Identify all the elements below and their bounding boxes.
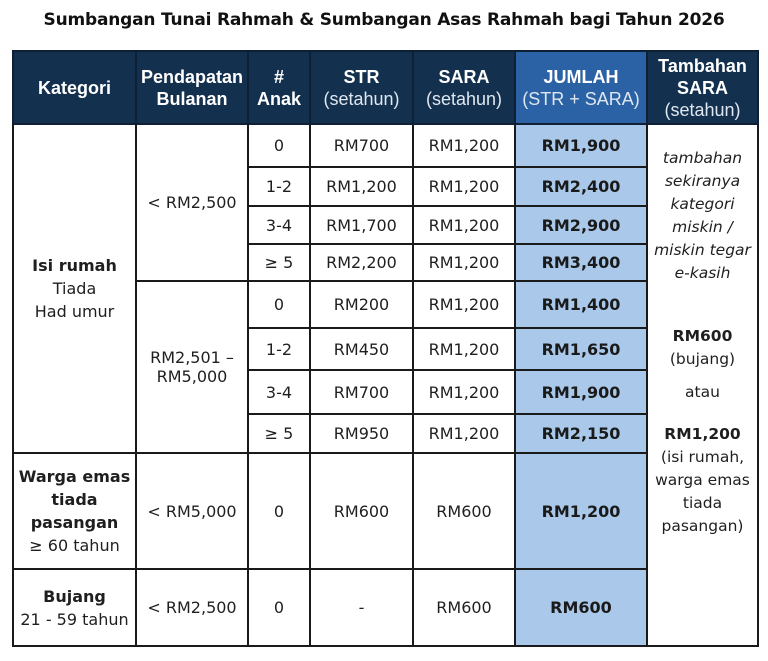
- sara-cell: RM1,200: [413, 281, 515, 328]
- str-cell: -: [310, 569, 413, 646]
- sara-cell: RM600: [413, 453, 515, 569]
- anak-cell: 0: [248, 124, 310, 167]
- category-bujang: Bujang 21 - 59 tahun: [13, 569, 136, 646]
- sara-cell: RM1,200: [413, 244, 515, 281]
- income-bujang: < RM2,500: [136, 569, 248, 646]
- sara-cell: RM1,200: [413, 167, 515, 206]
- str-cell: RM200: [310, 281, 413, 328]
- sara-cell: RM1,200: [413, 328, 515, 370]
- sara-cell: RM1,200: [413, 124, 515, 167]
- jumlah-cell: RM2,150: [515, 414, 647, 453]
- anak-cell: 0: [248, 281, 310, 328]
- sara-cell: RM1,200: [413, 206, 515, 244]
- income-warga: < RM5,000: [136, 453, 248, 569]
- jumlah-cell: RM1,400: [515, 281, 647, 328]
- anak-cell: 3-4: [248, 370, 310, 414]
- jumlah-cell: RM2,400: [515, 167, 647, 206]
- header-sara: SARA (setahun): [413, 51, 515, 124]
- header-anak: # Anak: [248, 51, 310, 124]
- header-pendapatan: Pendapatan Bulanan: [136, 51, 248, 124]
- table-row: [13, 453, 758, 569]
- income-mid: RM2,501 – RM5,000: [136, 281, 248, 453]
- sara-cell: RM1,200: [413, 414, 515, 453]
- sara-cell: RM1,200: [413, 370, 515, 414]
- header-kategori: Kategori: [13, 51, 136, 124]
- str-cell: RM1,200: [310, 167, 413, 206]
- tambahan-amount-isi-rumah: RM1,200: [664, 425, 741, 443]
- str-cell: RM450: [310, 328, 413, 370]
- jumlah-cell: RM600: [515, 569, 647, 646]
- header-tambahan: Tambahan SARA (setahun): [647, 51, 758, 124]
- table-row: [13, 124, 758, 167]
- str-cell: RM2,200: [310, 244, 413, 281]
- anak-cell: 0: [248, 569, 310, 646]
- str-cell: RM700: [310, 124, 413, 167]
- jumlah-cell: RM3,400: [515, 244, 647, 281]
- aid-table: [12, 50, 759, 647]
- str-cell: RM700: [310, 370, 413, 414]
- header-str: STR (setahun): [310, 51, 413, 124]
- anak-cell: ≥ 5: [248, 414, 310, 453]
- anak-cell: 3-4: [248, 206, 310, 244]
- jumlah-cell: RM1,200: [515, 453, 647, 569]
- sara-cell: RM600: [413, 569, 515, 646]
- anak-cell: ≥ 5: [248, 244, 310, 281]
- anak-cell: 1-2: [248, 328, 310, 370]
- table-row: [13, 569, 758, 646]
- jumlah-cell: RM1,900: [515, 124, 647, 167]
- anak-cell: 0: [248, 453, 310, 569]
- jumlah-cell: RM1,650: [515, 328, 647, 370]
- str-cell: RM600: [310, 453, 413, 569]
- page-title: Sumbangan Tunai Rahmah & Sumbangan Asas Rahmah bagi Tahun 2026: [43, 10, 725, 30]
- income-low: < RM2,500: [136, 124, 248, 281]
- jumlah-cell: RM2,900: [515, 206, 647, 244]
- str-cell: RM950: [310, 414, 413, 453]
- tambahan-amount-bujang: RM600: [672, 327, 733, 345]
- category-isi-rumah: Isi rumah Tiada Had umur: [13, 124, 136, 453]
- jumlah-cell: RM1,900: [515, 370, 647, 414]
- header-jumlah: JUMLAH (STR + SARA): [515, 51, 647, 124]
- header-row: [13, 51, 758, 124]
- tambahan-sara-note: tambahan sekiranya kategori miskin / miskin tegar e-kasih RM600 (bujang) atau RM1,200 (isi rumah, warga emas tiada pasangan): [647, 124, 758, 646]
- anak-cell: 1-2: [248, 167, 310, 206]
- category-warga-emas: Warga emas tiada pasangan ≥ 60 tahun: [13, 453, 136, 569]
- str-cell: RM1,700: [310, 206, 413, 244]
